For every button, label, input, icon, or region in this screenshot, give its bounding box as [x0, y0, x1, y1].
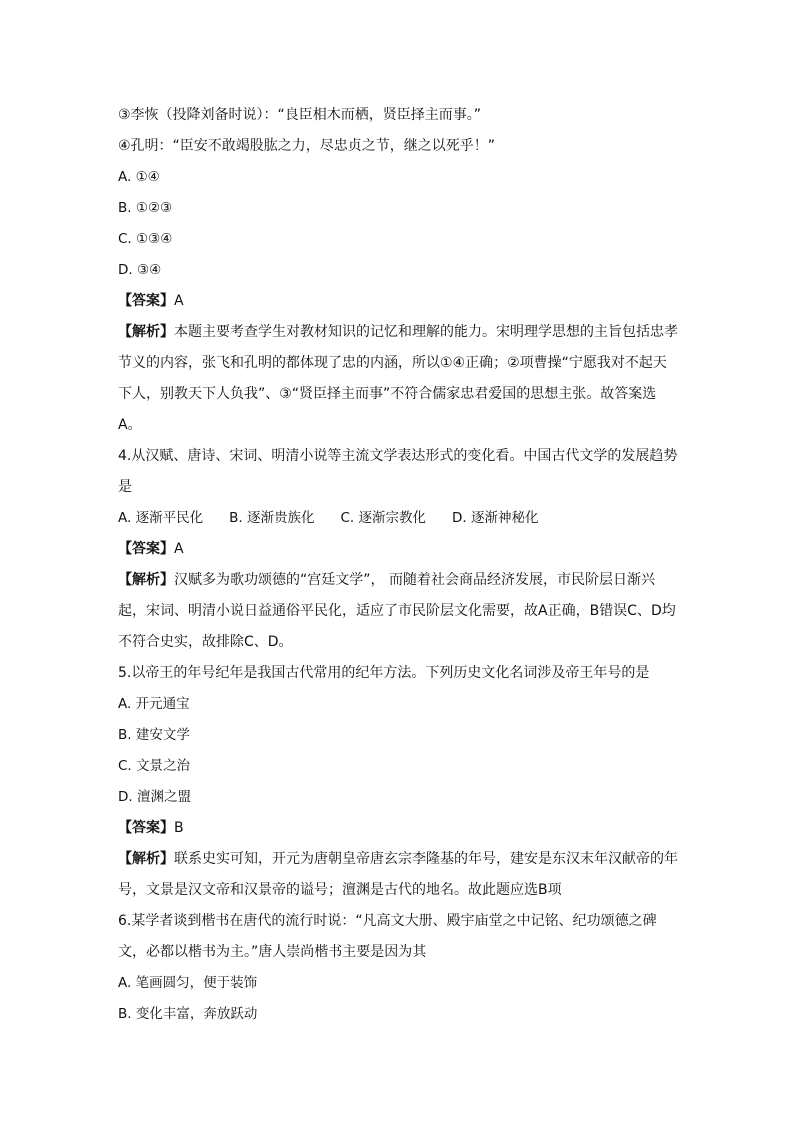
q5-option-c: C. 文景之治: [118, 758, 191, 774]
q3-option-a: A. ①④: [118, 169, 160, 185]
q4-option-a: A. 逐渐平民化: [118, 510, 204, 526]
analysis-text: 联系史实可知，开元为唐朝皇帝唐玄宗李隆基的年号，建安是东汉末年汉献帝的年号，文景是汉文帝和汉景帝的谥号；澶渊是古代的地名。故此题应选B项: [118, 851, 678, 898]
q4-answer: [118, 534, 678, 565]
q3-option-d: D. ③④: [118, 262, 162, 278]
q5-option-a: A. 开元通宝: [118, 696, 190, 712]
q3-item-4: ④孔明：“臣安不敢竭股肱之力，尽忠贞之节，继之以死乎！”: [118, 138, 496, 154]
analysis-tag: 【解析】: [118, 324, 174, 340]
analysis-tag: 【解析】: [118, 572, 174, 588]
q6-option-a: A. 笔画圆匀，便于装饰: [118, 975, 258, 991]
document-page: [118, 100, 678, 1030]
q5-option-b: B. 建安文学: [118, 727, 190, 743]
q3-analysis: [118, 317, 678, 441]
answer-tag: 【答案】: [118, 541, 174, 557]
analysis-text: 汉赋多为歌功颂德的“宫廷文学”， 而随着社会商品经济发展，市民阶层日渐兴起，宋词、明清小说日益通俗平民化，适应了市民阶层文化需要，故A正确，B错误C、D均不符合史实，故排除C、D。: [118, 572, 676, 650]
analysis-tag: 【解析】: [118, 851, 174, 867]
q4-option-c: C. 逐渐宗教化: [340, 510, 426, 526]
q6-stem: 6.某学者谈到楷书在唐代的流行时说：“凡高文大册、殿宇庙堂之中记铭、纪功颂德之碑文，必都以楷书为主。”唐人崇尚楷书主要是因为其: [118, 913, 657, 960]
q5-analysis: [118, 844, 678, 906]
q5-answer: [118, 813, 678, 844]
q4-options: [118, 503, 678, 534]
q3-answer: [118, 286, 678, 317]
q4-stem: 4.从汉赋、唐诗、宋词、明清小说等主流文学表达形式的变化看。中国古代文学的发展趋势是: [118, 448, 678, 495]
answer-tag: 【答案】: [118, 820, 174, 836]
q5-option-d: D. 澶渊之盟: [118, 789, 191, 805]
q4-option-b: B. 逐渐贵族化: [229, 510, 315, 526]
q6-option-b: B. 变化丰富，奔放跃动: [118, 1006, 258, 1022]
answer-tag: 【答案】: [118, 293, 174, 309]
q4-analysis: [118, 565, 678, 658]
q3-option-b: B. ①②③: [118, 200, 173, 216]
q3-option-c: C. ①③④: [118, 231, 173, 247]
analysis-text: 本题主要考查学生对教材知识的记忆和理解的能力。宋明理学思想的主旨包括忠孝节义的内容，张飞和孔明的都体现了忠的内涵，所以①④正确；②项曹操“宁愿我对不起天下人，别教天下人负我”、③“贤臣择主而事”不符合儒家忠君爱国的思想主张。故答案选A。: [118, 324, 678, 433]
answer-value: A: [174, 293, 184, 309]
answer-value: B: [174, 820, 184, 836]
answer-value: A: [174, 541, 184, 557]
q3-item-3: ③李恢（投降刘备时说）：“良臣相木而栖，贤臣择主而事。”: [118, 107, 482, 123]
q5-stem: 5.以帝王的年号纪年是我国古代常用的纪年方法。下列历史文化名词涉及帝王年号的是: [118, 665, 650, 681]
q4-option-d: D. 逐渐神秘化: [451, 510, 539, 526]
